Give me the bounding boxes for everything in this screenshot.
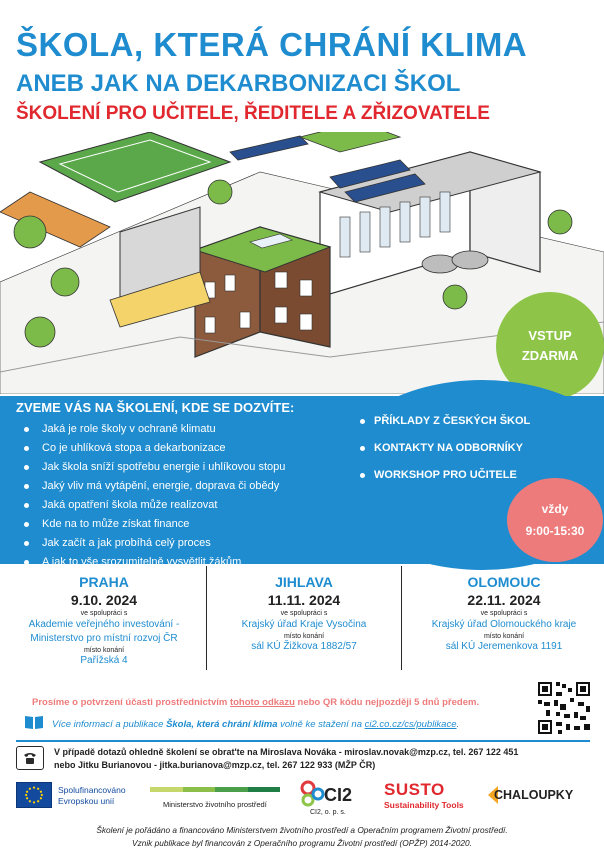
venues [0, 566, 604, 686]
venue-coop-label: ve spolupráci s [80, 610, 128, 617]
list-item: Jaký vliv má vytápění, energie, doprava či obědy [18, 477, 338, 496]
publications-link[interactable]: ci2.co.cz/cs/publikace [364, 719, 457, 730]
time-badge [507, 478, 603, 562]
list-item: Co je uhlíková stopa a dekarbonizace [18, 439, 338, 458]
ci2-logo-text: CI2, o. p. s. [310, 809, 346, 816]
venue-organizer: Krajský úřad Kraje Vysočina [241, 619, 367, 630]
venue-date: 9.10. 2024 [70, 592, 138, 608]
topics-list [18, 420, 338, 572]
list-item: Kde na to může získat finance [18, 515, 338, 534]
ci2-logo-mark: CI2 [324, 785, 353, 805]
invite-title: ZVEME VÁS NA ŠKOLENÍ, KDE SE DOZVÍTE: [16, 400, 295, 415]
partner-logos [0, 776, 604, 820]
publication-title: Škola, která chrání klima [166, 719, 278, 730]
footer-line: Školení je pořádáno a financováno Ministerstvem životního prostředí a Operačním programem Životní prostředí. [96, 825, 508, 835]
registration-text-end: nebo QR kódu nejpozději 5 dnů předem. [294, 697, 480, 708]
list-item: KONTAKTY NA ODBORNÍKY [360, 435, 530, 462]
qr-code[interactable] [536, 680, 592, 736]
venue-city: JIHLAVA [275, 574, 333, 590]
eu-logo-line2: Evropskou unií [58, 796, 115, 806]
venue-place-label: místo konání [483, 633, 525, 640]
venue-date: 22.11. 2024 [467, 592, 541, 608]
list-item: Jak začít a jak probíhá celý proces [18, 534, 338, 553]
registration-text: Prosíme o potvrzení účasti prostřednictvím [32, 697, 230, 708]
list-item: WORKSHOP PRO UČITELE [360, 462, 530, 489]
free-entry-line1: VSTUP [528, 328, 572, 343]
registration-link[interactable]: tohoto odkazu [229, 697, 295, 708]
venue-place: sál KÚ Jeremenkova 1191 [445, 641, 563, 652]
venue-coop-label: ve spolupráci s [280, 610, 328, 617]
venue-place: Pařížská 4 [80, 655, 128, 666]
book-icon [24, 714, 44, 730]
more-info-text-middle: volně ke stažení na [277, 719, 365, 730]
eu-logo-text [58, 785, 126, 807]
venue-olomouc [406, 566, 602, 652]
list-item: A jak to vše srozumitelně vysvětlit žákům [18, 553, 338, 572]
susto-logo: SUSTO [384, 780, 445, 799]
venue-date: 11.11. 2024 [267, 592, 341, 608]
more-info-text-end: . [456, 719, 460, 730]
time-badge-line2: 9:00-15:30 [525, 524, 585, 538]
time-badge-line1: vždy [541, 502, 569, 516]
venue-city: PRAHA [79, 574, 129, 590]
contact-line: V případě dotazů ohledně školení se obrat'te na Miroslava Nováka - miroslav.novak@mzp.cz, tel. 267 122 451 [54, 747, 519, 757]
venue-organizer: Akademie veřejného investování - [28, 619, 180, 630]
footer-line-2: Vznik publikace byl financován z Operačního programu Životní prostředí (OPŽP) 2014-2020. [132, 838, 472, 848]
susto-logo-subtitle: Sustainability Tools [384, 800, 464, 810]
audience-heading: ŠKOLENÍ PRO UČITELE, ŘEDITELE A ZŘIZOVATELE [16, 103, 490, 124]
divider [16, 740, 590, 742]
venue-organizer: Krajský úřad Olomouckého kraje [431, 619, 577, 630]
ci2-logo-icon [298, 780, 358, 808]
venue-jihlava [206, 566, 402, 670]
registration-note [32, 697, 479, 708]
mzp-logo-bar [150, 787, 280, 792]
page-subtitle: ANEB JAK NA DEKARBONIZACI ŠKOL [16, 70, 461, 97]
list-item: Jaká opatření škola může realizovat [18, 496, 338, 515]
eu-logo-line1: Spolufinancováno [58, 785, 126, 795]
chaloupky-logo: CHALOUPKY [494, 788, 574, 802]
list-item: PŘÍKLADY Z ČESKÝCH ŠKOL [360, 408, 530, 435]
free-entry-line2: ZDARMA [521, 348, 579, 363]
venue-city: OLOMOUC [467, 574, 541, 590]
venue-place-label: místo konání [83, 647, 125, 654]
eu-flag-icon [16, 782, 52, 808]
venue-place: sál KÚ Žižkova 1882/57 [251, 641, 357, 652]
page-title: ŠKOLA, KTERÁ CHRÁNÍ KLIMA [16, 26, 528, 63]
venue-place-label: místo konání [283, 633, 325, 640]
list-item: Jaká je role školy v ochraně klimatu [18, 420, 338, 439]
highlights-list [360, 408, 530, 489]
footer-note [0, 824, 604, 850]
contact-info [54, 746, 574, 772]
mzp-logo-text: Ministerstvo životního prostředí [163, 800, 267, 809]
more-info-text: Více informací a publikace [52, 719, 167, 730]
phone-icon [16, 746, 44, 770]
venue-coop-label: ve spolupráci s [480, 610, 528, 617]
more-info-note [52, 719, 459, 730]
venue-organizer-line2: Ministerstvo pro místní rozvoj ČR [30, 633, 178, 644]
contact-line-2: nebo Jitku Burianovou - jitka.burianova@mzp.cz, tel. 267 122 933 (MŽP ČR) [54, 760, 376, 770]
venue-praha [6, 566, 202, 666]
list-item: Jak škola sníží spotřebu energie i uhlíkovou stopu [18, 458, 338, 477]
